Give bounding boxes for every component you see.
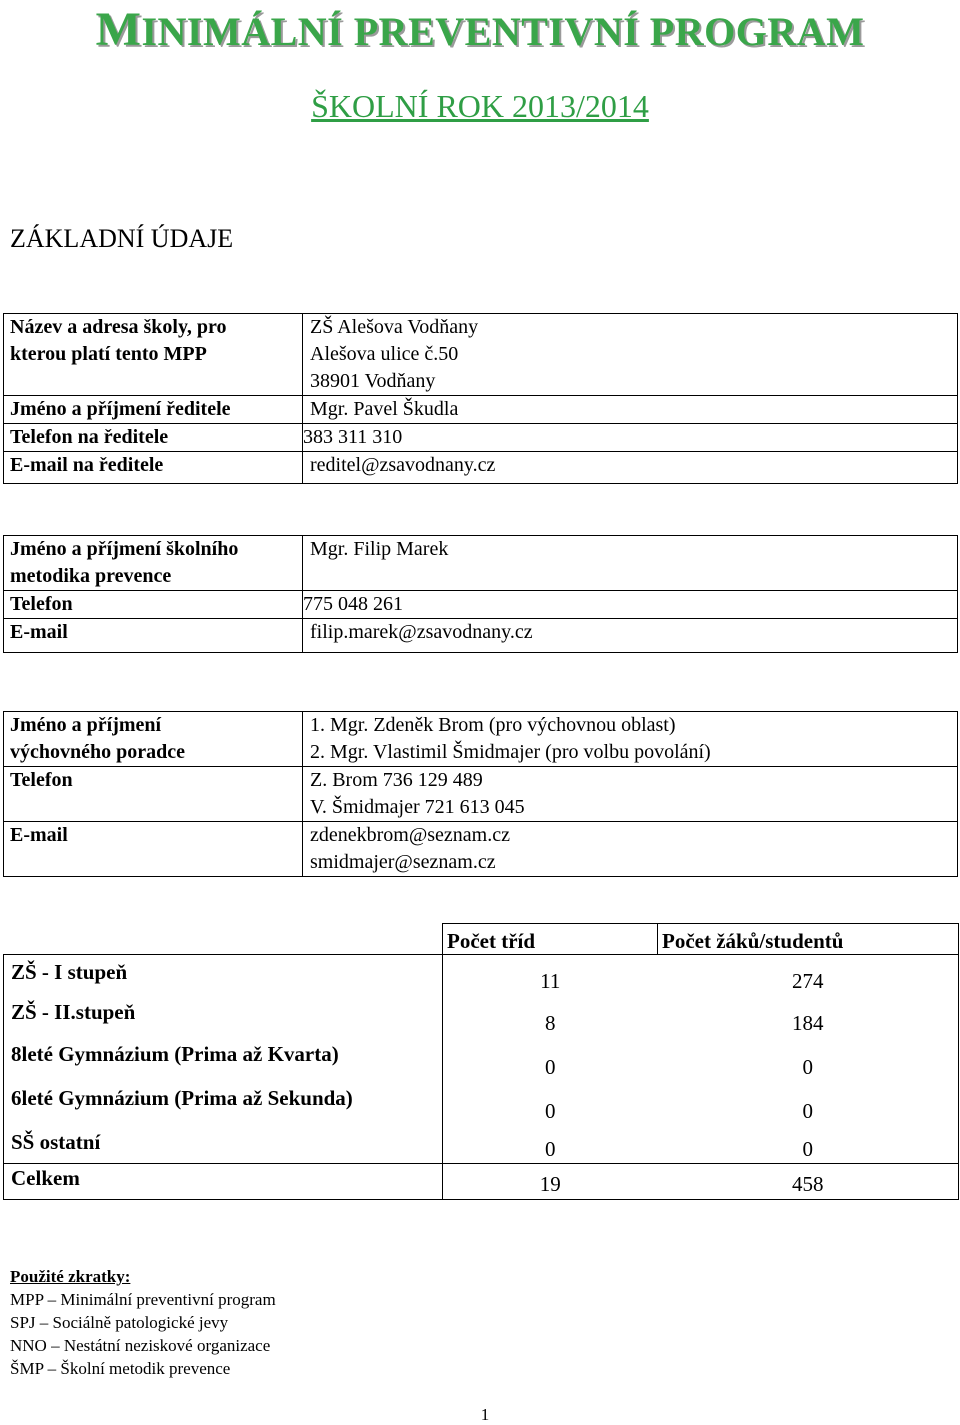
school-name-label: Název a adresa školy, pro kterou platí tento MPP (4, 314, 303, 396)
column-header-students: Počet žáků/studentů (658, 924, 959, 955)
row-label: SŠ ostatní (4, 1127, 443, 1164)
methodist-phone-value: 775 048 261 (303, 591, 958, 619)
abbreviation-item: SPJ – Sociálně patologické jevy (10, 1313, 229, 1332)
advisor-phone-label: Telefon (4, 767, 303, 822)
methodist-email-value: filip.marek@zsavodnany.cz (303, 619, 958, 653)
abbreviations-heading: Použité zkratky: (10, 1267, 131, 1286)
advisor-phone-value: Z. Brom 736 129 489 V. Šmidmajer 721 613 045 (303, 767, 958, 822)
school-name-value: ZŠ Alešova Vodňany Alešova ulice č.50 38901 Vodňany (303, 314, 958, 396)
row-label: ZŠ - II.stupeň (4, 997, 443, 1039)
abbreviation-item: NNO – Nestátní neziskové organizace (10, 1336, 271, 1355)
title-rest: INIMÁLNÍ PREVENTIVNÍ PROGRAM (141, 9, 865, 54)
row-label: Celkem (4, 1164, 443, 1200)
row-classes: 0 (443, 1127, 658, 1164)
methodist-name-label: Jméno a příjmení školního metodika prevence (4, 536, 303, 591)
abbreviations-block (10, 1265, 276, 1380)
school-year: ŠKOLNÍ ROK 2013/2014 (311, 88, 649, 124)
row-students: 458 (658, 1164, 959, 1200)
methodist-info-table (3, 535, 958, 653)
row-classes: 11 (443, 955, 658, 997)
table-row (4, 1164, 959, 1200)
table-row (4, 1127, 959, 1164)
table-row (4, 1039, 959, 1083)
advisor-email-value: zdenekbrom@seznam.cz smidmajer@seznam.cz (303, 822, 958, 877)
director-phone-label: Telefon na ředitele (4, 424, 303, 452)
advisor-name-value: 1. Mgr. Zdeněk Brom (pro výchovnou oblast) 2. Mgr. Vlastimil Šmidmajer (pro volbu povolání) (303, 712, 958, 767)
row-students: 184 (658, 997, 959, 1039)
director-phone-value: 383 311 310 (303, 424, 958, 452)
row-classes: 8 (443, 997, 658, 1039)
table-row (4, 955, 959, 997)
section-title: ZÁKLADNÍ ÚDAJE (10, 224, 234, 253)
document-title (0, 2, 960, 57)
row-label: 8leté Gymnázium (Prima až Kvarta) (4, 1039, 443, 1083)
row-classes: 0 (443, 1039, 658, 1083)
row-students: 0 (658, 1083, 959, 1127)
advisor-info-table (3, 711, 958, 877)
column-header-classes: Počet tříd (443, 924, 658, 955)
director-value: Mgr. Pavel Škudla (303, 396, 958, 424)
title-initial: M (95, 3, 142, 56)
row-students: 0 (658, 1039, 959, 1083)
advisor-name-label: Jméno a příjmení výchovného poradce (4, 712, 303, 767)
abbreviation-item: MPP – Minimální preventivní program (10, 1290, 276, 1309)
director-label: Jméno a příjmení ředitele (4, 396, 303, 424)
row-students: 0 (658, 1127, 959, 1164)
row-classes: 0 (443, 1083, 658, 1127)
director-email-label: E-mail na ředitele (4, 452, 303, 484)
abbreviation-item: ŠMP – Školní metodik prevence (10, 1359, 231, 1378)
row-label: ZŠ - I stupeň (4, 955, 443, 997)
methodist-phone-label: Telefon (4, 591, 303, 619)
table-row (4, 1083, 959, 1127)
director-email-value: reditel@zsavodnany.cz (303, 452, 958, 484)
methodist-email-label: E-mail (4, 619, 303, 653)
page-number: 1 (480, 1405, 490, 1424)
row-classes: 19 (443, 1164, 658, 1200)
school-info-table (3, 313, 958, 484)
advisor-email-label: E-mail (4, 822, 303, 877)
table-row (4, 997, 959, 1039)
row-students: 274 (658, 955, 959, 997)
class-counts-table (3, 923, 959, 1200)
row-label: 6leté Gymnázium (Prima až Sekunda) (4, 1083, 443, 1127)
methodist-name-value: Mgr. Filip Marek (303, 536, 958, 591)
